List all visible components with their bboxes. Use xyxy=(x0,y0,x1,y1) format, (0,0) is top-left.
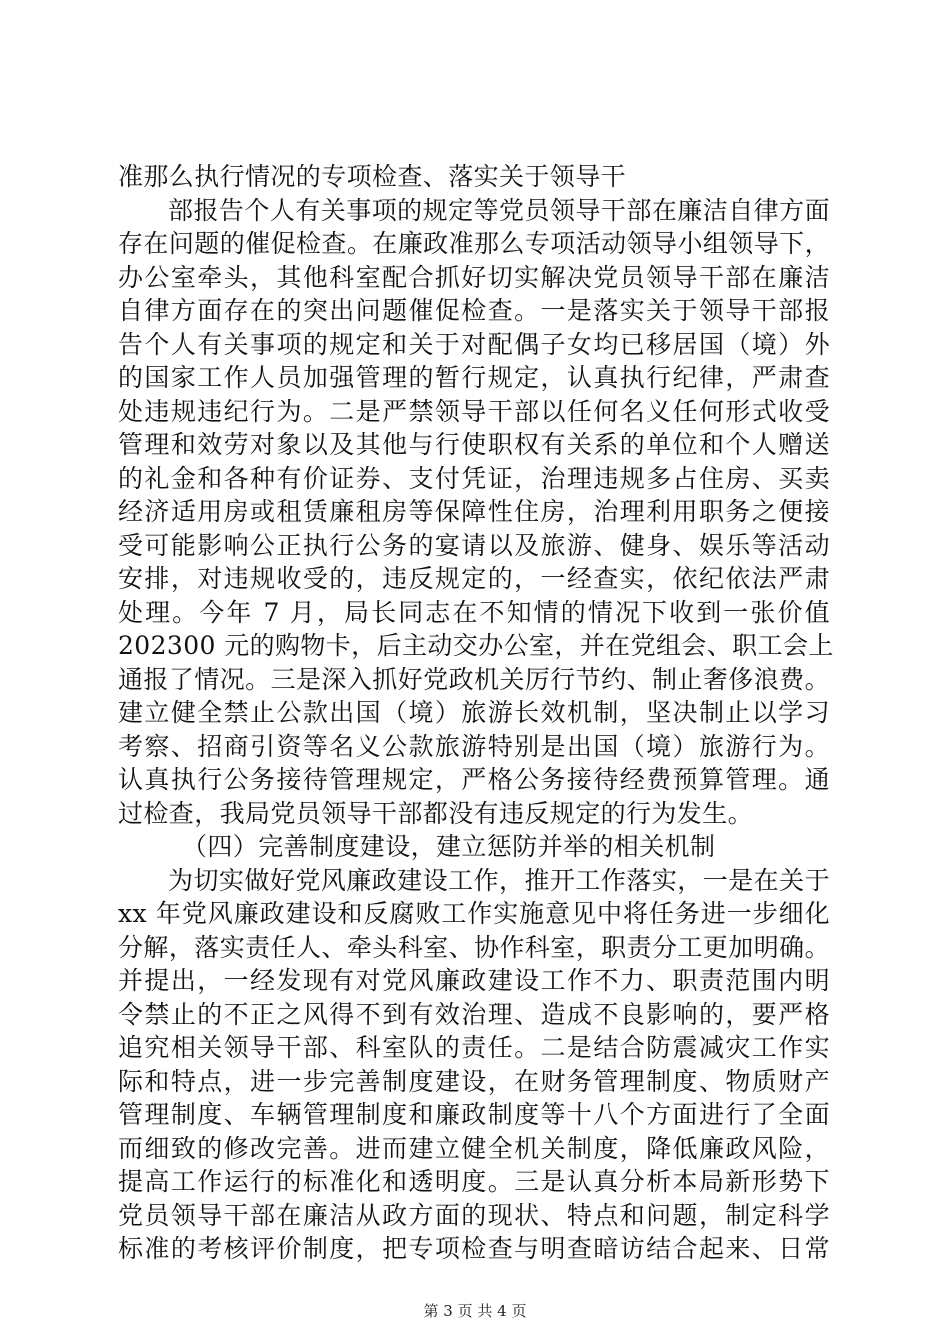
text-line: 追究相关领导干部、科室队的责任。二是结合防震减灾工作实 xyxy=(118,1033,830,1062)
page-number-footer: 第 3 页 共 4 页 xyxy=(423,1302,527,1320)
text-line: 考察、招商引资等名义公款旅游特别是出国（境）旅游行为。 xyxy=(118,731,830,761)
text-line: xx 年党风廉政建设和反腐败工作实施意见中将任务进一步细化 xyxy=(118,899,830,928)
text-line: 并提出，一经发现有对党风廉政建设工作不力、职责范围内明 xyxy=(118,966,830,995)
text-line: 告个人有关事项的规定和关于对配偶子女均已移居国（境）外 xyxy=(118,329,830,359)
text-line: 过检查，我局党员领导干部都没有违反规定的行为发生。 xyxy=(118,798,754,828)
text-line: 建立健全禁止公款出国（境）旅游长效机制，坚决制止以学习 xyxy=(118,698,830,727)
text-line: 的国家工作人员加强管理的暂行规定，认真执行纪律，严肃查 xyxy=(118,363,830,392)
text-line: 准那么执行情况的专项检查、落实关于领导干 xyxy=(118,162,627,191)
text-line: 党员领导干部在廉洁从政方面的现状、特点和问题，制定科学 xyxy=(118,1200,830,1230)
text-line: 的礼金和各种有价证券、支付凭证，治理违规多占住房、买卖 xyxy=(118,463,830,493)
document-body xyxy=(118,160,834,1266)
text-line: 管理和效劳对象以及其他与行使职权有关系的单位和个人赠送 xyxy=(118,430,830,459)
text-line: 令禁止的不正之风得不到有效治理、造成不良影响的，要严格 xyxy=(118,999,830,1029)
text-line: 部报告个人有关事项的规定等党员领导干部在廉洁自律方面 xyxy=(168,195,830,225)
text-line: 认真执行公务接待管理规定，严格公务接待经费预算管理。通 xyxy=(118,765,830,794)
text-line: 办公室牵头，其他科室配合抓好切实解决党员领导干部在廉洁 xyxy=(118,262,830,292)
text-line: 安排，对违规收受的，违反规定的，一经查实，依纪依法严肃 xyxy=(118,564,830,593)
text-line: 为切实做好党风廉政建设工作，推开工作落实，一是在关于 xyxy=(168,865,830,895)
text-line: 经济适用房或租赁廉租房等保障性住房，治理利用职务之便接 xyxy=(118,497,830,526)
text-line: 提高工作运行的标准化和透明度。三是认真分析本局新形势下 xyxy=(118,1167,830,1196)
text-line: 受可能影响公正执行公务的宴请以及旅游、健身、娱乐等活动 xyxy=(118,530,830,560)
text-line: 处理。今年 7 月，局长同志在不知情的情况下收到一张价值 xyxy=(118,597,830,627)
text-line: 管理制度、车辆管理制度和廉政制度等十八个方面进行了全面 xyxy=(118,1100,830,1129)
text-line: 通报了情况。三是深入抓好党政机关厉行节约、制止奢侈浪费。 xyxy=(118,664,830,694)
text-line: 而细致的修改完善。进而建立健全机关制度，降低廉政风险， xyxy=(118,1133,830,1163)
text-line: 标准的考核评价制度，把专项检查与明查暗访结合起来、日常 xyxy=(118,1234,830,1263)
text-line: 分解，落实责任人、牵头科室、协作科室，职责分工更加明确。 xyxy=(118,932,830,962)
text-line: 自律方面存在的突出问题催促检查。一是落实关于领导干部报 xyxy=(118,296,830,325)
section-heading: （四）完善制度建设，建立惩防并举的相关机制 xyxy=(182,832,716,861)
text-line: 202300 元的购物卡，后主动交办公室，并在党组会、职工会上 xyxy=(118,631,834,660)
text-line: 际和特点，进一步完善制度建设，在财务管理制度、物质财产 xyxy=(118,1066,830,1096)
text-line: 存在问题的催促检查。在廉政准那么专项活动领导小组领导下， xyxy=(118,229,830,258)
text-line: 处违规违纪行为。二是严禁领导干部以任何名义任何形式收受 xyxy=(118,396,830,426)
